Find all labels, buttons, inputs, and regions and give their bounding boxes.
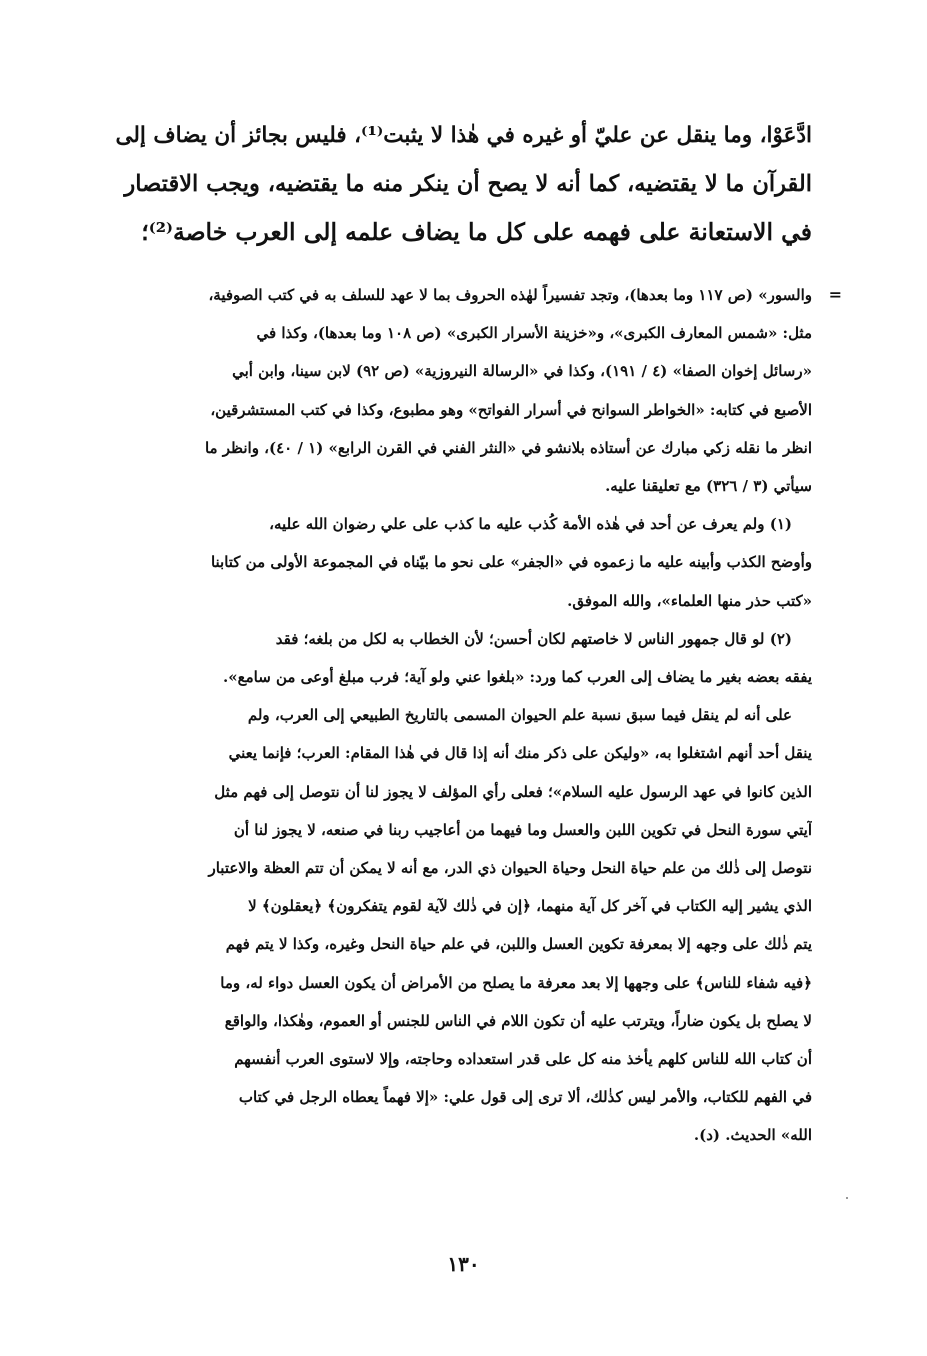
footnote-line: (١) ولم يعرف عن أحد في هٰذه الأمة كُذب عليه ما كذب على علي رضوان الله عليه، (269, 515, 792, 534)
footnote-line: الذي يشير إليه الكتاب في آخر كل آية منهما، ﴿إن في ذٰلك لآية لقوم يتفكرون﴾ ﴿يعقلون﴾ لا (248, 897, 812, 916)
main-line-1: ادَّعَوْا، وما ينقل عن عليّ أو غيره في هٰذا لا يثبت⁽¹⁾، فليس بجائز أن يضاف إلى (115, 123, 812, 148)
footnote-line: انظر ما نقله زكي مبارك عن أستاذه بلانشو في «النثر الفني في القرن الرابع» (١ / ٤٠)، وانظر ما (204, 438, 812, 457)
footnote-line: «كتب حذر منها العلماء»، والله الموفق. (567, 591, 812, 610)
footnote-line: لا يصلح بل يكون ضاراً، ويترتب عليه أن تكون اللام في الناس للجنس أو العموم، وهٰكذا، والواقع (224, 1011, 812, 1030)
footnote-line: نتوصل إلى ذٰلك من علم حياة النحل وحياة الحيوان ذي الدر، مع أنه لا يمكن أن تتم العظة والاعتبار (208, 859, 812, 878)
footnote-line: ينقل أحد أنهم اشتغلوا به، «وليكن على ذكر منك أنه إذا قال في هٰذا المقام: العرب؛ فإنما يعني (228, 744, 812, 763)
footnote-line: في الفهم للكتاب، والأمر ليس كذٰلك، ألا ترى إلى قول علي: «إلا فهماً يعطاه الرجل في كتاب (238, 1088, 812, 1107)
footnote-line: وأوضح الكذب وأبينه عليه ما زعموه في «الجفر» على نحو ما بيّناه في المجموعة الأولى من كتابنا (210, 553, 812, 572)
footnote-line: يفقه بعضه بغير ما يضاف إلى العرب كما ورد: «بلغوا عني ولو آية؛ فرب مبلغ أوعى من سامع». (223, 668, 812, 687)
footnote-line: آيتي سورة النحل في تكوين اللبن والعسل وما فيهما من أعاجيب ربنا في صنعه، لا يجوز لنا أن (233, 820, 812, 839)
footnote-1 (112, 505, 812, 620)
footnote-line: أن كتاب الله للناس كلهم يأخذ منه كل على قدر استعداده وحاجته، وإلا لاستوى العرب أنفسهم (234, 1050, 812, 1069)
continuation-marker: = (828, 285, 842, 304)
main-line-3: في الاستعانة على فهمه على كل ما يضاف علمه إلى العرب خاصة⁽²⁾؛ (141, 218, 812, 246)
footnotes (112, 276, 842, 1155)
main-text (112, 112, 812, 256)
footnote-line: (٢) لو قال جمهور الناس لا خاصتهم لكان أحسن؛ لأن الخطاب به لكل من بلغه؛ فقد (275, 629, 792, 648)
footnote-line: سيأتي (٣ / ٣٢٦) مع تعليقنا عليه. (605, 477, 812, 496)
footnote-continuation (112, 276, 842, 505)
footnote-line: الله» الحديث. (د). (693, 1126, 812, 1145)
footnote-line: ﴿فيه شفاء للناس﴾ على وجهها إلا بعد معرفة ما يصلح من الأمراض أن يكون العسل دواء له، وما (220, 973, 812, 992)
footnote-line: الأصبع في كتابه: «الخواطر السوانح في أسرار الفواتح» وهو مطبوع، وكذا في كتب المستشرقين، (210, 400, 812, 419)
footnote-line: مثل: «شمس المعارف الكبرى»، و«خزينة الأسرار الكبرى» (ص ١٠٨ وما بعدها)، وكذا في (256, 324, 812, 343)
footnote-line: الذين كانوا في عهد الرسول عليه السلام»؛ فعلى رأي المؤلف لا يجوز لنا أن نتوصل إلى فهم مثل (214, 782, 812, 801)
scan-speck (846, 1197, 848, 1199)
footnote-2 (112, 620, 812, 1155)
footnote-line: يتم ذٰلك على وجهه إلا بمعرفة تكوين العسل واللبن، في علم حياة النحل وغيره، وكذا لا يتم فهم (225, 935, 812, 954)
footnote-line: «رسائل إخوان الصفا» (٤ / ١٩١)، وكذا في «الرسالة النيروزية» (ص ٩٢) لابن سينا، وابن أبي (232, 362, 812, 381)
footnote-line: والسور» (ص ١١٧ وما بعدها)، وتجد تفسيراً لهٰذه الحروف بما لا عهد للسلف به في كتب الصوفية، (208, 286, 812, 304)
page-number: ١٣٠ (447, 1252, 480, 1276)
footnote-line: على أنه لم ينقل فيما سبق نسبة علم الحيوان المسمى بالتاريخ الطبيعي إلى العرب، ولم (247, 706, 792, 725)
main-line-2: القرآن ما لا يقتضيه، كما أنه لا يصح أن ينكر منه ما يقتضيه، ويجب الاقتصار (124, 171, 812, 197)
